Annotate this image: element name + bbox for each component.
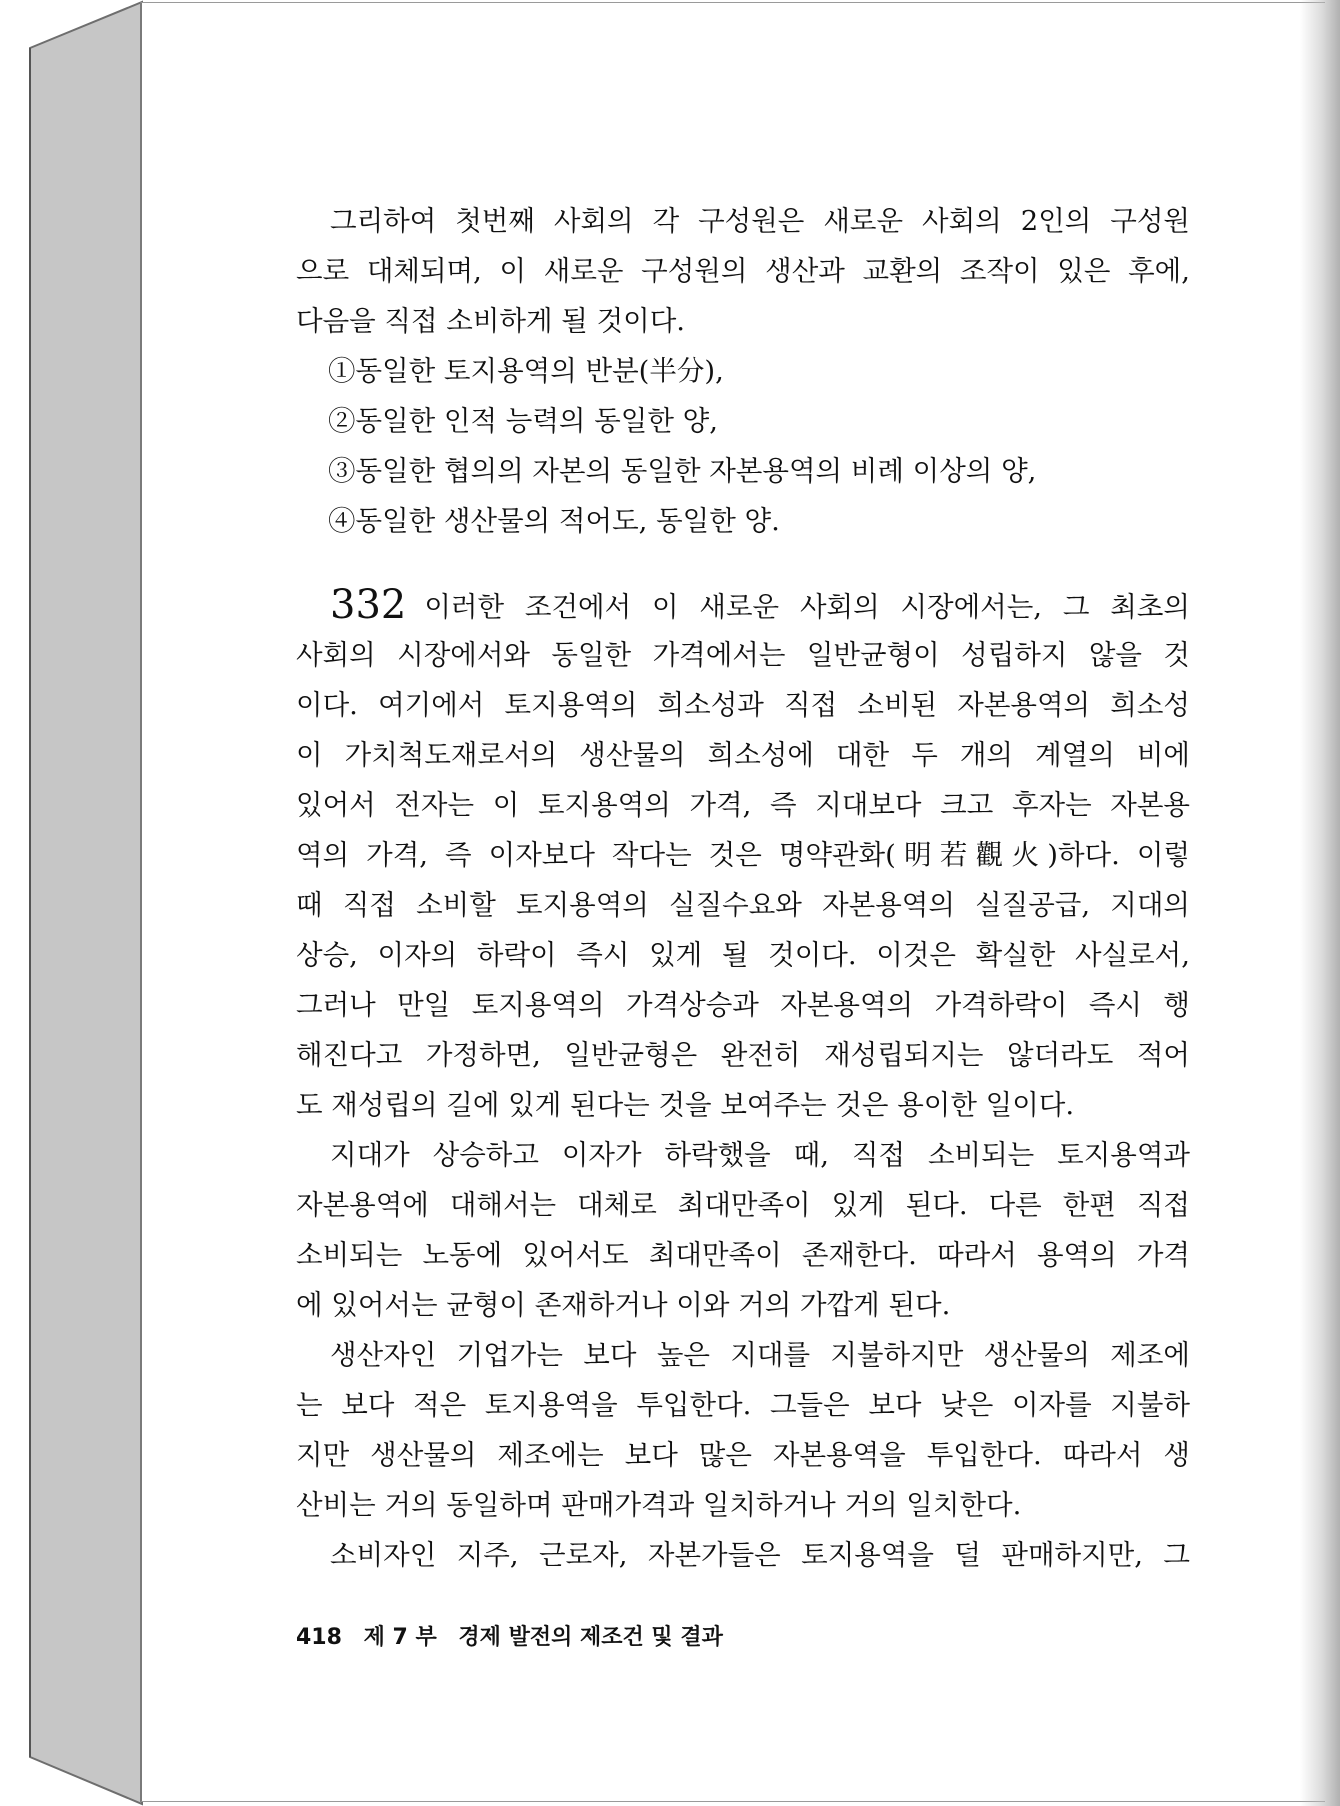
section-line: 때 직접 소비할 토지용역의 실질수요와 자본용역의 실질공급, 지대의 [296, 889, 1190, 921]
paragraph-line: 그리하여 첫번째 사회의 각 구성원은 새로운 사회의 2인의 구성원 [330, 205, 1190, 237]
paragraph-line: 소비되는 노동에 있어서도 최대만족이 존재한다. 따라서 용역의 가격 [296, 1239, 1190, 1271]
list-item: ②동일한 인적 능력의 동일한 양, [328, 405, 718, 437]
section-line: 역의 가격, 즉 이자보다 작다는 것은 명약관화(明若觀火)하다. 이렇 [296, 839, 1190, 871]
section-line: 이 가치척도재로서의 생산물의 희소성에 대한 두 개의 계열의 비에 [296, 739, 1190, 771]
paragraph-line: 는 보다 적은 토지용역을 투입한다. 그들은 보다 낮은 이자를 지불하 [296, 1389, 1190, 1421]
paragraph-line: 지대가 상승하고 이자가 하락했을 때, 직접 소비되는 토지용역과 [330, 1139, 1190, 1171]
section-line: 사회의 시장에서와 동일한 가격에서는 일반균형이 성립하지 않을 것 [296, 639, 1190, 671]
section-line-text: 이러한 조건에서 이 새로운 사회의 시장에서는, 그 최초의 [424, 591, 1190, 623]
section-number: 332 [330, 582, 407, 628]
book-spine-edge [0, 0, 150, 1806]
page-footer [296, 1620, 737, 1656]
list-item: ③동일한 협의의 자본의 동일한 자본용역의 비례 이상의 양, [328, 455, 1037, 487]
page-number: 418 [296, 1625, 342, 1650]
section-line: 있어서 전자는 이 토지용역의 가격, 즉 지대보다 크고 후자는 자본용 [296, 789, 1190, 821]
paragraph-line: 지만 생산물의 제조에는 보다 많은 자본용역을 투입한다. 따라서 생 [296, 1439, 1190, 1471]
part-title: 경제 발전의 제조건 및 결과 [458, 1625, 723, 1650]
list-item: ①동일한 토지용역의 반분(半分), [328, 355, 724, 387]
section-line: 해진다고 가정하면, 일반균형은 완전히 재성립되지는 않더라도 적어 [296, 1039, 1190, 1071]
paragraph-line: 으로 대체되며, 이 새로운 구성원의 생산과 교환의 조작이 있은 후에, [296, 255, 1190, 287]
section-line: 상승, 이자의 하락이 즉시 있게 될 것이다. 이것은 확실한 사실로서, [296, 939, 1190, 971]
paragraph-line: 소비자인 지주, 근로자, 자본가들은 토지용역을 덜 판매하지만, 그 [330, 1539, 1190, 1571]
paragraph-line: 다음을 직접 소비하게 될 것이다. [296, 305, 686, 337]
section-line: 이다. 여기에서 토지용역의 희소성과 직접 소비된 자본용역의 희소성 [296, 689, 1190, 721]
part-label: 제 7 부 [363, 1625, 437, 1650]
section-line: 그러나 만일 토지용역의 가격상승과 자본용역의 가격하락이 즉시 행 [296, 989, 1190, 1021]
paragraph-line: 산비는 거의 동일하며 판매가격과 일치하거나 거의 일치한다. [296, 1489, 1022, 1521]
list-item: ④동일한 생산물의 적어도, 동일한 양. [328, 505, 780, 537]
section-line: 도 재성립의 길에 있게 된다는 것을 보여주는 것은 용이한 일이다. [296, 1089, 1075, 1121]
page-body-text [296, 196, 1190, 1580]
paragraph-line: 자본용역에 대해서는 대체로 최대만족이 있게 된다. 다른 한편 직접 [296, 1189, 1190, 1221]
page-edge-shadow [1300, 0, 1340, 1806]
section-first-line [296, 580, 1190, 630]
paragraph-line: 생산자인 기업가는 보다 높은 지대를 지불하지만 생산물의 제조에 [330, 1339, 1190, 1371]
paragraph-line: 에 있어서는 균형이 존재하거나 이와 거의 가깝게 된다. [296, 1289, 951, 1321]
